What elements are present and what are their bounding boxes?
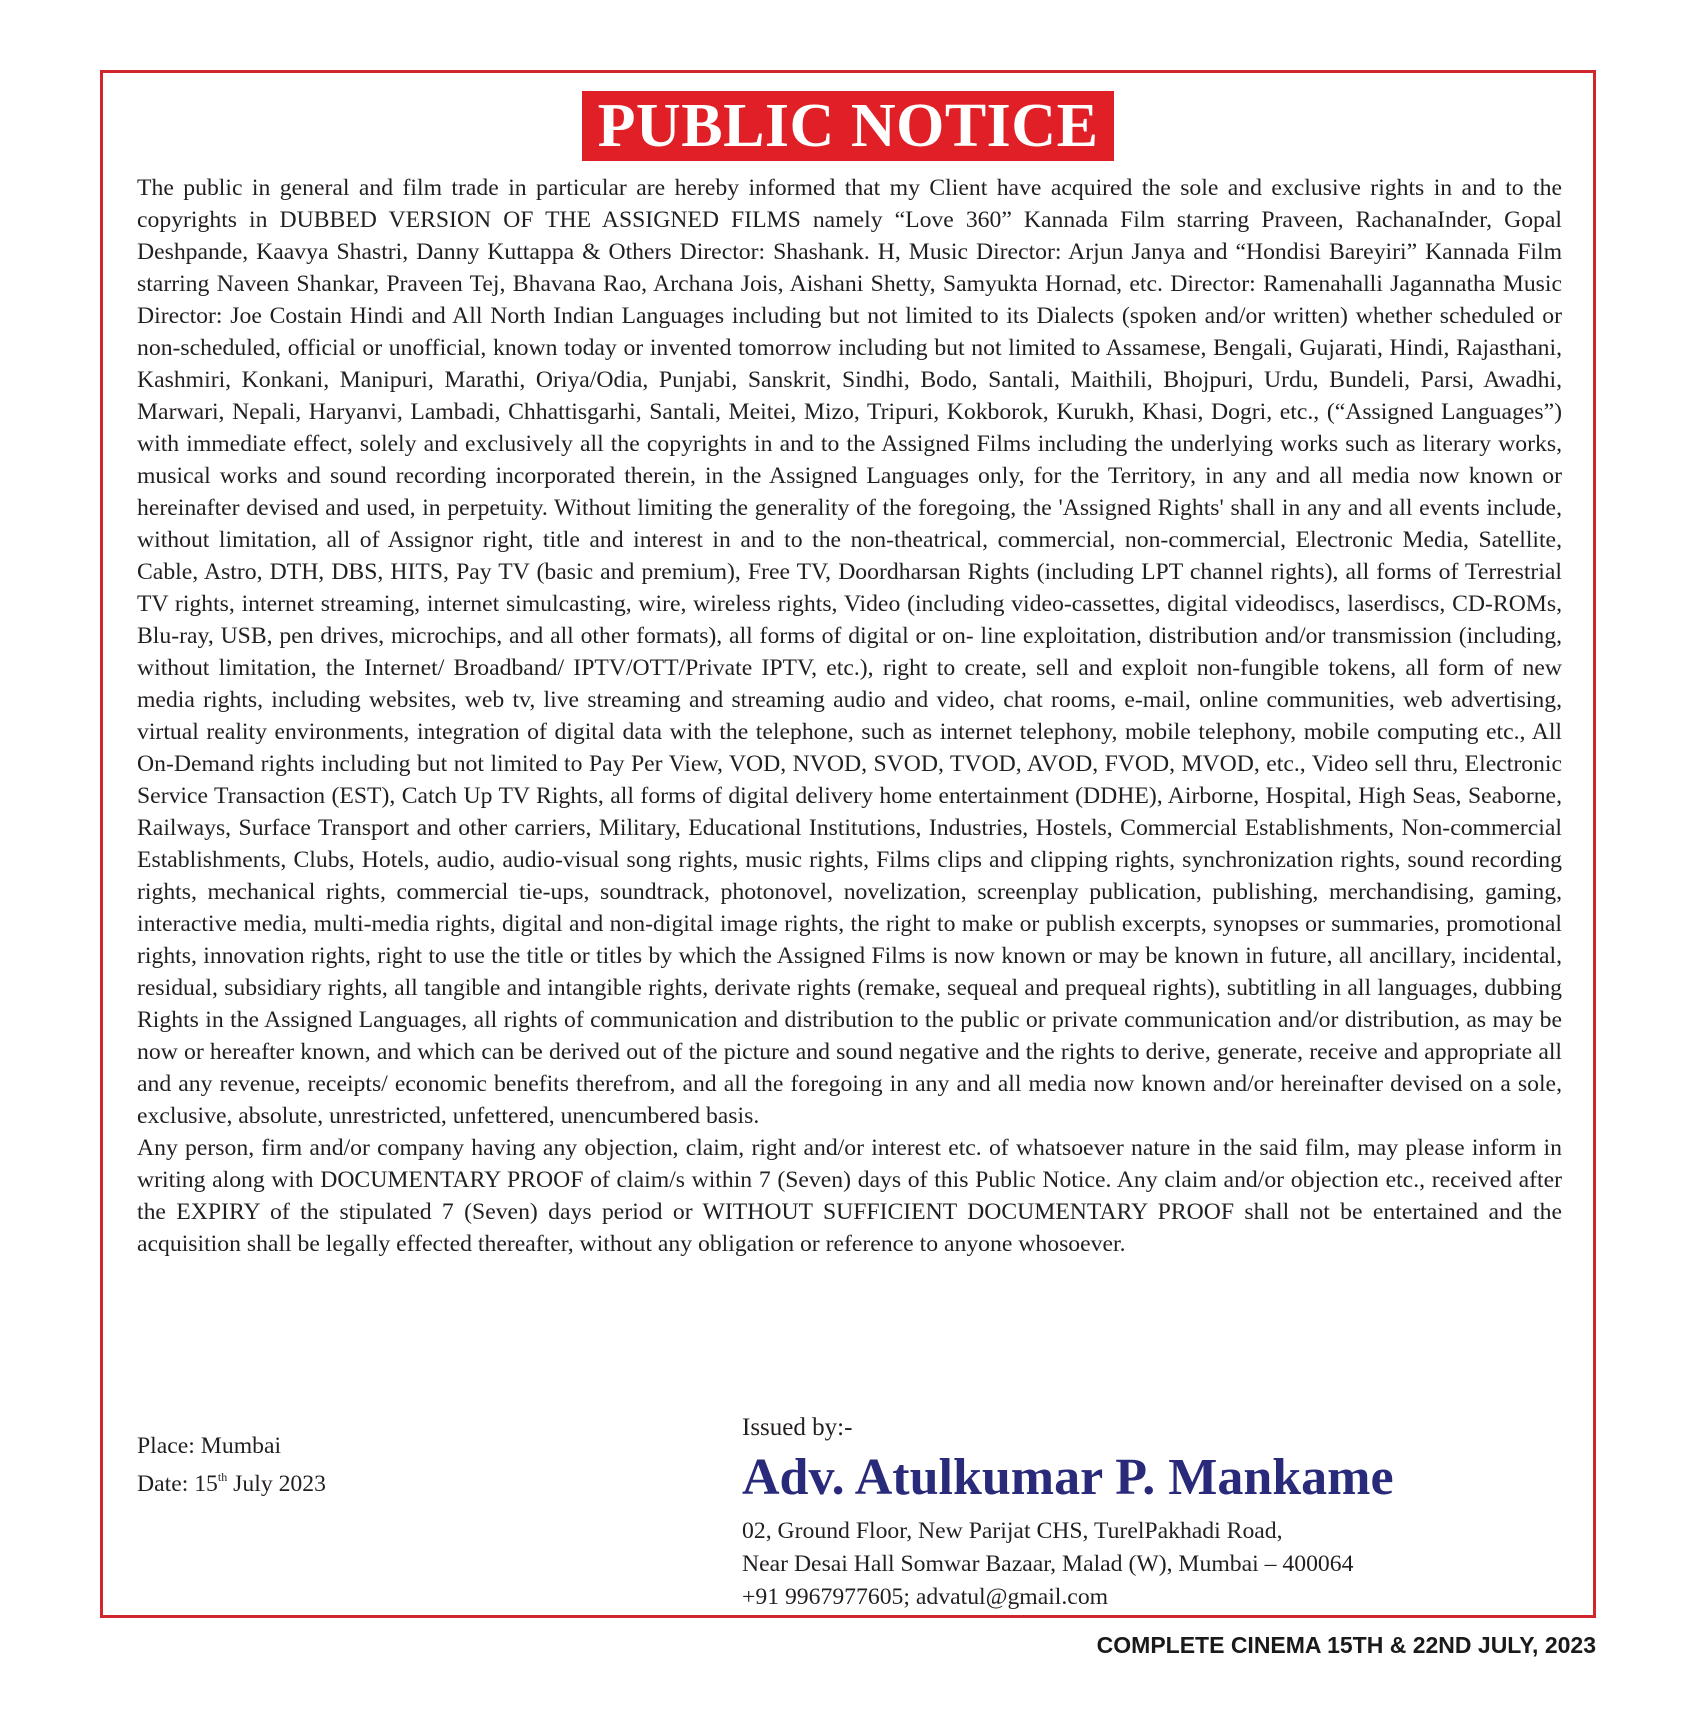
date-suffix: July 2023 — [227, 1471, 326, 1497]
place-line: Place: Mumbai — [137, 1433, 282, 1459]
rights-paragraph: The public in general and film trade in particular are hereby informed that my Client have acquired the sole and exclusive rights in and to the copyrights in DUBBED VERSION OF THE ASSIGNED FILMS namely “Love 360” Kannada Film starring Praveen, RachanaInder, Gopal Deshpande, Kaavya Shastri, Danny Kuttappa & Others Director: Shashank. H, Music Director: Arjun Janya and “Hondisi Bareyiri” Kannada Film starring Naveen Shankar, Praveen Tej, Bhavana Rao, Archana Jois, Aishani Shetty, Samyukta Hornad, etc. Director: Ramenahalli Jagannatha Music Director: Joe Costain Hindi and All North Indian Languages including but not limited to its Dialects (spoken and/or written) whether scheduled or non-scheduled, official or unofficial, known today or invented tomorrow including but not limited to Assamese, Bengali, Gujarati, Hindi, Rajasthani, Kashmiri, Konkani, Manipuri, Marathi, Oriya/Odia, Punjabi, Sanskrit, Sindhi, Bodo, Santali, Maithili, Bhojpuri, Urdu, Bundeli, Parsi, Awadhi, Marwari, Nepali, Haryanvi, Lambadi, Chhattisgarhi, Santali, Meitei, Mizo, Tripuri, Kokborok, Kurukh, Khasi, Dogri, etc., (“Assigned Languages”) with immediate effect, solely and exclusively all the copyrights in and to the Assigned Films including the underlying works such as literary works, musical works and sound recording incorporated therein, in the Assigned Languages only, for the Territory, in any and all media now known or hereinafter devised and used, in perpetuity. Without limiting the generality of the foregoing, the 'Assigned Rights' shall in any and all events include, without limitation, all of Assignor right, title and interest in and to the non-theatrical, commercial, non-commercial, Electronic Media, Satellite, Cable, Astro, DTH, DBS, HITS, Pay TV (basic and premium), Free TV, Doordharsan Rights (including LPT channel rights), all forms of Terrestrial TV rights, internet streaming, internet simulcasting, wire, wireless rights, Video (including video-cassettes, digital videodiscs, laserdiscs, CD-ROMs, Blu-ray, USB, pen drives, microchips, and all other formats), all forms of digital or on- line exploitation, distribution and/or transmission (including, without limitation, the Internet/ Broadband/ IPTV/OTT/Private IPTV, etc.), right to create, sell and exploit non-fungible tokens, all form of new media rights, including websites, web tv, live streaming and streaming audio and video, chat rooms, e-mail, online communities, web advertising, virtual reality environments, integration of digital data with the telephone, such as internet telephony, mobile telephony, mobile computing etc., All On-Demand rights including but not limited to Pay Per View, VOD, NVOD, SVOD, TVOD, AVOD, FVOD, MVOD, etc., Video sell thru, Electronic Service Transaction (EST), Catch Up TV Rights, all forms of digital delivery home entertainment (DDHE), Airborne, Hospital, High Seas, Seaborne, Railways, Surface Transport and other carriers, Military, Educational Institutions, Industries, Hostels, Commercial Establishments, Non-commercial Establishments, Clubs, Hotels, audio, audio-visual song rights, music rights, Films clips and clipping rights, synchronization rights, sound recording rights, mechanical rights, commercial tie-ups, soundtrack, photonovel, novelization, screenplay publication, publishing, merchandising, gaming, interactive media, multi-media rights, digital and non-digital image rights, the right to make or publish excerpts, synopses or summaries, promotional rights, innovation rights, right to use the title or titles by which the Assigned Films is now known or may be known in future, all ancillary, incidental, residual, subsidiary rights, all tangible and intangible rights, derivate rights (remake, sequeal and prequeal rights), subtitling in all languages, dubbing Rights in the Assigned Languages, all rights of communication and distribution to the public or private communication and/or distribution, as may be now or hereafter known, and which can be derived out of the picture and sound negative and the rights to derive, generate, receive and appropriate all and any revenue, receipts/ economic benefits therefrom, and all the foregoing in any and all media now known and/or hereinafter devised on a sole, exclusive, absolute, unrestricted, unfettered, unencumbered basis. — [137, 175, 1562, 1129]
title-wrap — [103, 91, 1593, 161]
notice-body — [137, 172, 1562, 1260]
place-date-block — [137, 1427, 326, 1503]
date-prefix: Date: 15 — [137, 1471, 218, 1497]
date-line — [137, 1465, 326, 1503]
notice-title: PUBLIC NOTICE — [582, 91, 1115, 161]
advocate-address — [742, 1515, 1562, 1614]
issued-by-label: Issued by:- — [742, 1414, 853, 1441]
contact-line: +91 9967977605; advatul@gmail.com — [742, 1584, 1109, 1610]
notice-frame — [100, 70, 1596, 1618]
date-ordinal: th — [217, 1470, 228, 1484]
address-line-1: 02, Ground Floor, New Parijat CHS, TurelPakhadi Road, — [742, 1518, 1283, 1544]
advocate-name: Adv. Atulkumar P. Mankame — [742, 1449, 1394, 1506]
issuer-block — [742, 1411, 1562, 1614]
address-line-2: Near Desai Hall Somwar Bazaar, Malad (W), Mumbai – 400064 — [742, 1551, 1354, 1577]
objection-paragraph: Any person, firm and/or company having any objection, claim, right and/or interest etc. of whatsoever nature in the said film, may please inform in writing along with DOCUMENTARY PROOF of claim/s within 7 (Seven) days of this Public Notice. Any claim and/or objection etc., received after the EXPIRY of the stipulated 7 (Seven) days period or WITHOUT SUFFICIENT DOCUMENTARY PROOF shall not be entertained and the acquisition shall be legally effected thereafter, without any obligation or reference to anyone whosoever. — [137, 1135, 1562, 1257]
publication-credit: COMPLETE CINEMA 15TH & 22ND JULY, 2023 — [1096, 1632, 1596, 1658]
